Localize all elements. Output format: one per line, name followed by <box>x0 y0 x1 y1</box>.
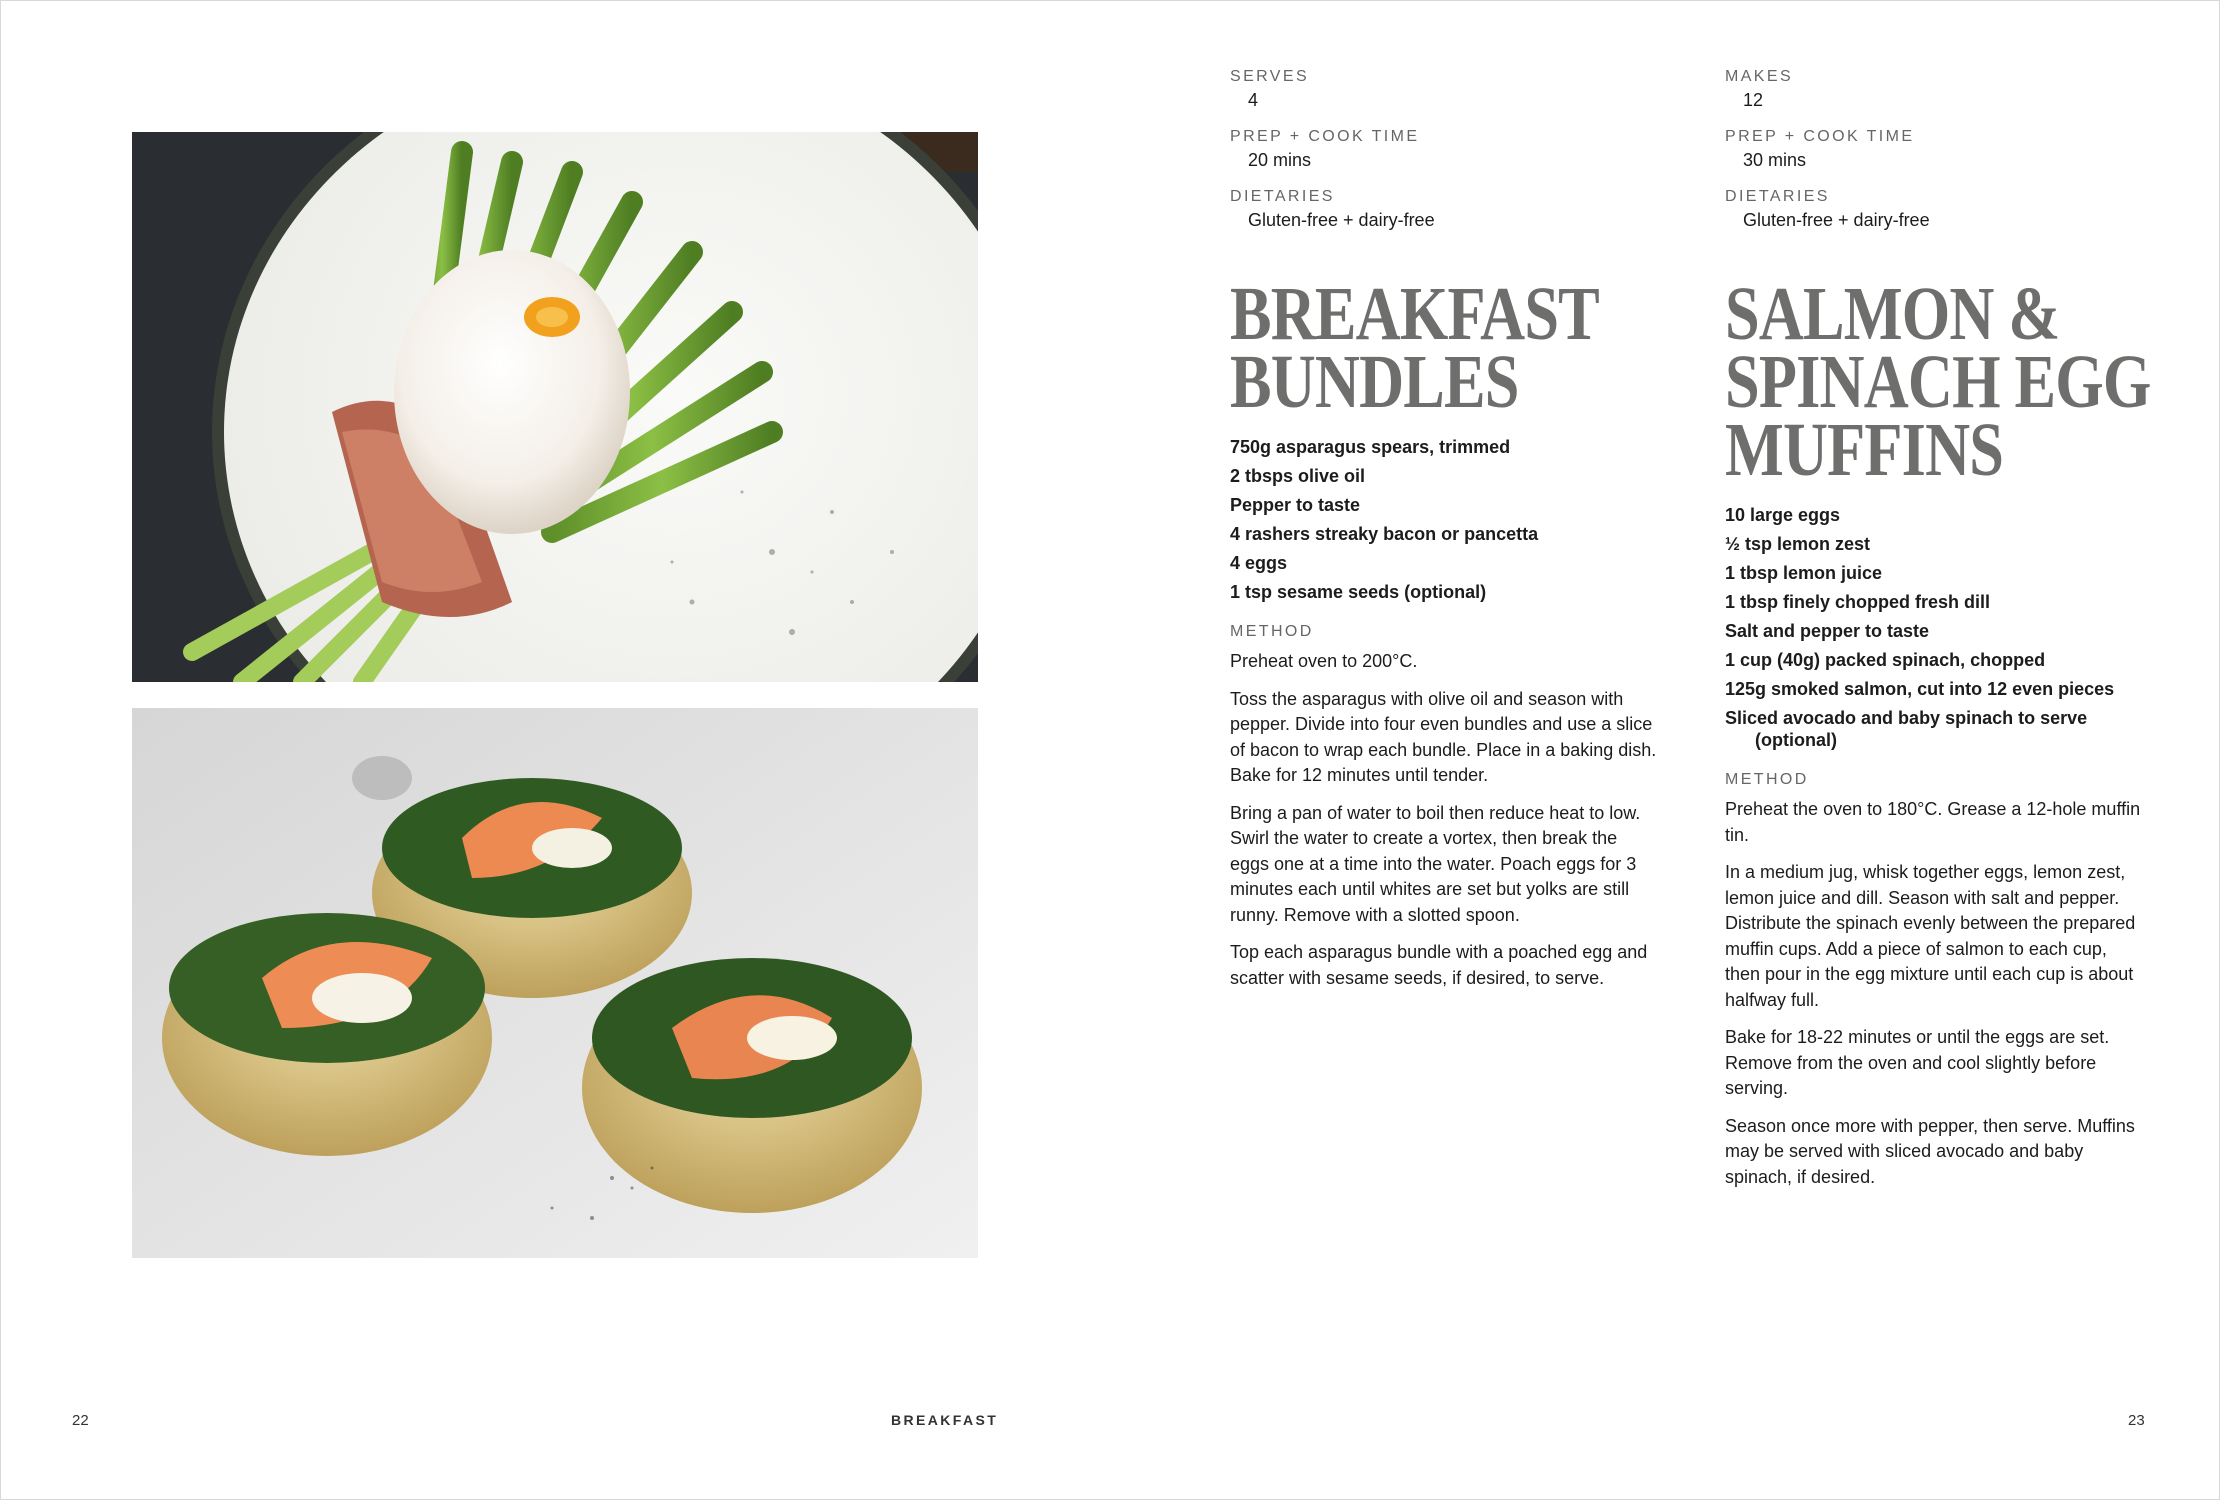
method-heading: METHOD <box>1725 771 1809 788</box>
ingredient-item: ½ tsp lemon zest <box>1725 534 1871 554</box>
meta-makes <box>1725 66 2145 112</box>
section-name: BREAKFAST <box>891 1412 999 1428</box>
method-step: In a medium jug, whisk together eggs, lemon zest, lemon juice and dill. Season with salt and pepper. Distribute the spinach evenly between the prepared muffin cups. Add a piece of salmon to each cup, then pour in the egg mixture until each cup is about halfway full. <box>1725 862 2136 1010</box>
meta-value: 12 <box>1743 90 1764 110</box>
ingredient-item: 2 tbsps olive oil <box>1230 466 1366 486</box>
method-step: Bring a pan of water to boil then reduce heat to low. Swirl the water to create a vortex, then break the eggs one at a time into the water. Poach eggs for 3 minutes each until whites are set but yolks are still runny. Remove with a slotted spoon. <box>1230 802 1641 925</box>
meta-value: 20 mins <box>1248 150 1312 170</box>
meta-time <box>1725 126 2145 172</box>
ingredient-list <box>1725 504 2145 751</box>
ingredient-item: 1 cup (40g) packed spinach, chopped <box>1725 650 2046 670</box>
method-step: Bake for 18-22 minutes or until the eggs are set. Remove from the oven and cool slightly before serving. <box>1725 1027 2110 1098</box>
method-steps <box>1230 649 1660 991</box>
ingredient-item: 1 tsp sesame seeds (optional) <box>1230 582 1487 602</box>
title-line: SALMON & <box>1725 272 2060 356</box>
meta-time <box>1230 126 1660 172</box>
recipe-breakfast-bundles <box>1230 66 1660 1003</box>
page-number-left: 22 <box>72 1412 89 1429</box>
ingredient-item: 4 rashers streaky bacon or pancetta <box>1230 524 1539 544</box>
meta-value: 30 mins <box>1743 150 1807 170</box>
ingredient-item: 1 tbsp lemon juice <box>1725 563 1883 583</box>
method-steps <box>1725 797 2145 1190</box>
asparagus-egg-bacon-photo <box>132 132 978 682</box>
meta-value: 4 <box>1248 90 1259 110</box>
ingredient-item: 125g smoked salmon, cut into 12 even pieces <box>1725 679 2115 699</box>
meta-value: Gluten-free + dairy-free <box>1248 210 1435 230</box>
meta-label: DIETARIES <box>1725 188 1830 205</box>
recipe-title <box>1725 272 2151 492</box>
meta-value: Gluten-free + dairy-free <box>1743 210 1930 230</box>
method-step: Season once more with pepper, then serve. Muffins may be served with sliced avocado and baby spinach, if desired. <box>1725 1115 2135 1187</box>
meta-serves <box>1230 66 1660 112</box>
title-line: MUFFINS <box>1725 408 2004 492</box>
ingredient-item: Sliced avocado and baby spinach to serve (optional) <box>1725 708 2088 750</box>
meta-label: DIETARIES <box>1230 188 1335 205</box>
meta-label: SERVES <box>1230 68 1310 85</box>
ingredient-item: Pepper to taste <box>1230 495 1361 515</box>
title-line: SPINACH EGG <box>1725 340 2151 424</box>
ingredient-item: 4 eggs <box>1230 553 1288 573</box>
ingredient-list <box>1230 436 1660 603</box>
meta-label: PREP + COOK TIME <box>1725 128 1915 145</box>
salmon-spinach-muffins-photo <box>132 708 978 1258</box>
meta-label: PREP + COOK TIME <box>1230 128 1420 145</box>
meta-label: MAKES <box>1725 68 1794 85</box>
ingredient-item: 10 large eggs <box>1725 505 1841 525</box>
meta-dietaries <box>1725 186 2145 232</box>
recipe-title <box>1230 272 1599 424</box>
ingredient-item: Salt and pepper to taste <box>1725 621 1930 641</box>
title-line: BREAKFAST <box>1230 272 1599 356</box>
method-step: Preheat oven to 200°C. <box>1230 651 1418 671</box>
page-number-right: 23 <box>2128 1412 2145 1429</box>
recipe-salmon-spinach-egg-muffins <box>1725 66 2151 1202</box>
meta-dietaries <box>1230 186 1660 232</box>
method-heading: METHOD <box>1230 623 1314 640</box>
ingredient-item: 750g asparagus spears, trimmed <box>1230 437 1511 457</box>
method-step: Top each asparagus bundle with a poached egg and scatter with sesame seeds, if desired, to serve. <box>1230 942 1648 988</box>
method-step: Toss the asparagus with olive oil and season with pepper. Divide into four even bundles and use a slice of bacon to wrap each bundle. Place in a baking dish. Bake for 12 minutes until tender. <box>1230 688 1657 785</box>
method-step: Preheat the oven to 180°C. Grease a 12-hole muffin tin. <box>1725 799 2141 845</box>
title-line: BUNDLES <box>1230 340 1519 424</box>
ingredient-item: 1 tbsp finely chopped fresh dill <box>1725 592 1991 612</box>
